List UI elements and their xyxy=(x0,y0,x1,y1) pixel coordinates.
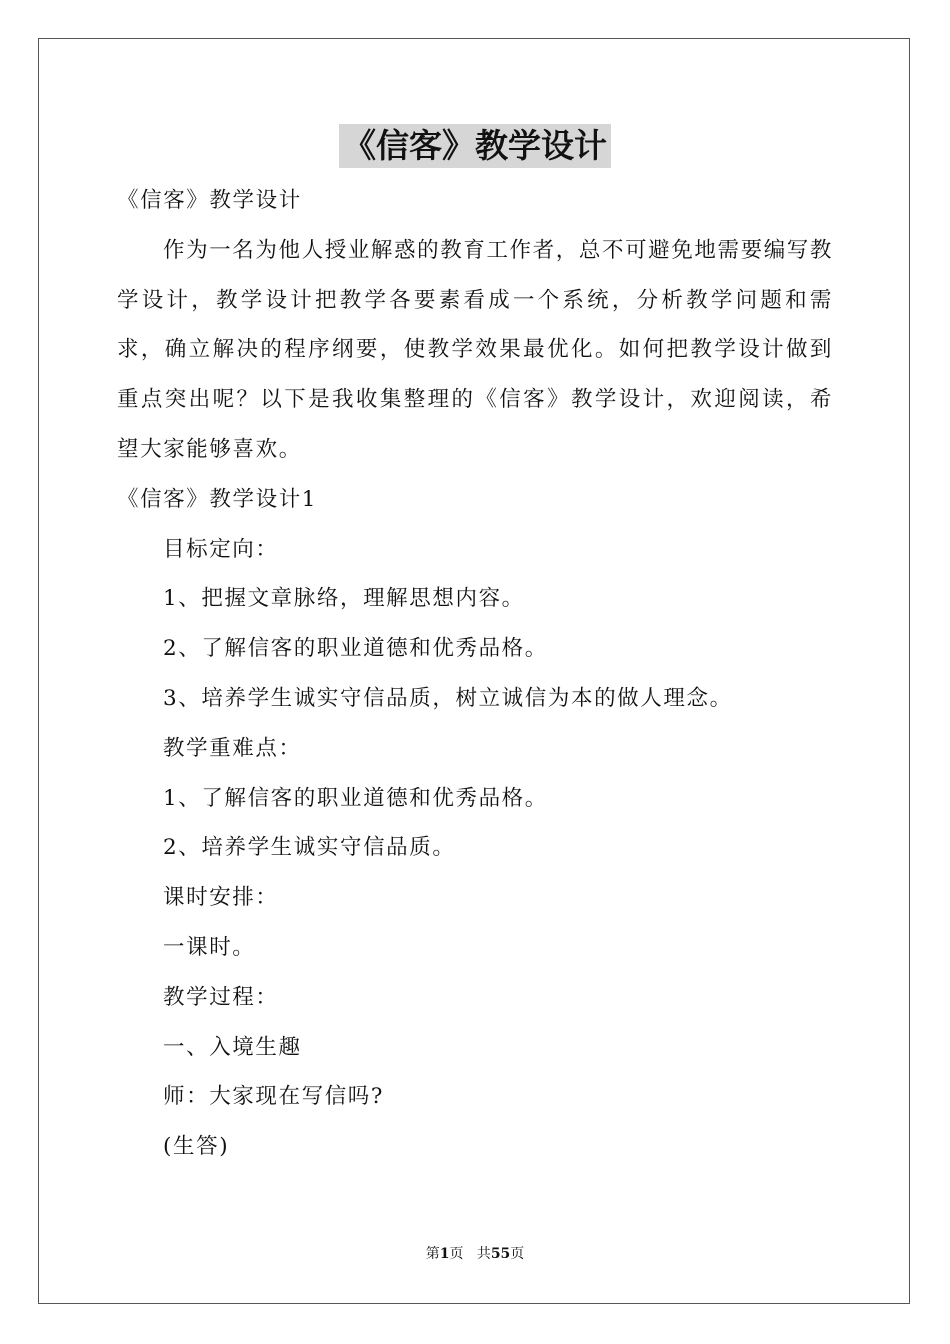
text-line: 2、了解信客的职业道德和优秀品格。 xyxy=(163,636,548,662)
text-line: 教学重难点： xyxy=(163,735,302,761)
text-line: 师：大家现在写信吗? xyxy=(163,1084,385,1110)
text-line: 3、培养学生诚实守信品质，树立诚信为本的做人理念。 xyxy=(163,685,733,711)
total-prefix: 共 xyxy=(476,1246,491,1262)
text-line: 2、培养学生诚实守信品质。 xyxy=(163,835,456,861)
text-line: 教学过程： xyxy=(163,984,279,1010)
page-number: 1 xyxy=(439,1246,450,1262)
text-line: 一课时。 xyxy=(163,934,256,960)
text-line: 目标定向： xyxy=(163,536,279,562)
text-line: 1、了解信客的职业道德和优秀品格。 xyxy=(163,785,548,811)
page-prefix: 第 xyxy=(425,1246,440,1262)
page-footer xyxy=(0,1244,950,1264)
text-line: 课时安排： xyxy=(163,885,279,911)
title-container xyxy=(0,124,950,168)
document-body xyxy=(117,176,833,1172)
intro-paragraph: 作为一名为他人授业解惑的教育工作者，总不可避免地需要编写教学设计，教学设计把教学各要素看成一个系统，分析教学问题和需求，确立解决的程序纲要，使教学效果最优化。如何把教学设计做到重点突出呢？以下是我收集整理的《信客》教学设计，欢迎阅读，希望大家能够喜欢。 xyxy=(117,237,833,462)
text-line: 一、入境生趣 xyxy=(163,1034,302,1060)
document-title: 《信客》教学设计 xyxy=(339,124,611,168)
total-pages: 55 xyxy=(490,1246,511,1262)
subtitle: 《信客》教学设计 xyxy=(117,188,302,213)
page-suffix: 页 xyxy=(449,1246,464,1262)
section-heading: 《信客》教学设计1 xyxy=(117,486,318,512)
total-suffix: 页 xyxy=(510,1246,525,1262)
text-line: 1、把握文章脉络，理解思想内容。 xyxy=(163,586,525,612)
text-line: (生答) xyxy=(163,1134,230,1160)
